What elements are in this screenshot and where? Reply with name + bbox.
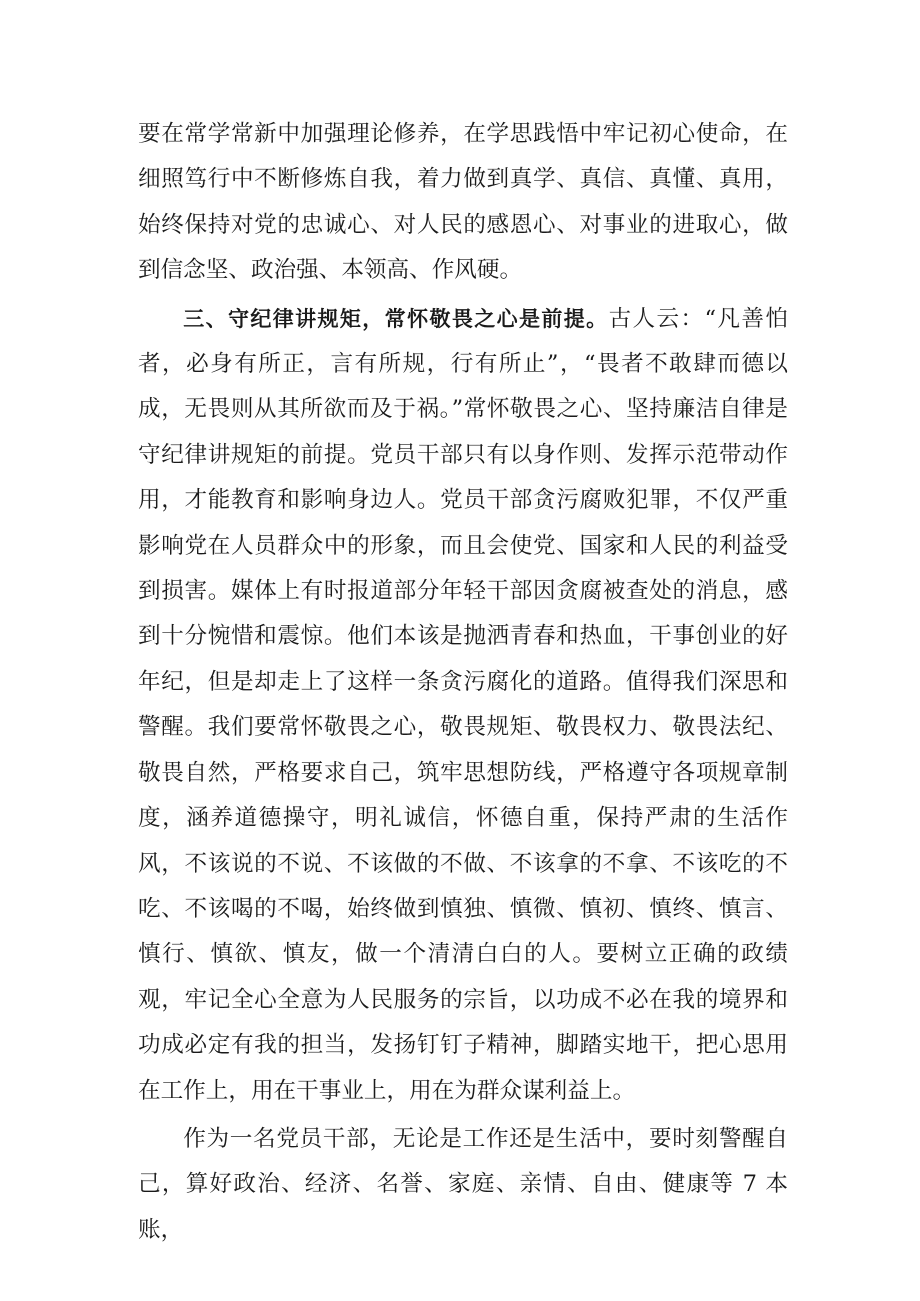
section-heading: 三、守纪律讲规矩，常怀敬畏之心是前提。: [183, 306, 609, 331]
paragraph-2-body: 古人云：“凡善怕者，必身有所正，言有所规，行有所止”，“畏者不敢肆而德以成，无畏则从其所欲而及于祸。”常怀敬畏之心、坚持廉洁自律是守纪律讲规矩的前提。党员干部只有以身作则、发挥示范带动作用，才能教育和影响身边人。党员干部贪污腐败犯罪，不仅严重影响党在人员群众中的形象，而且会使党、国家和人民的利益受到损害。媒体上有时报道部分年轻干部因贪腐被查处的消息，感到十分惋惜和震惊。他们本该是抛洒青春和热血，干事创业的好年纪，但是却走上了这样一条贪污腐化的道路。值得我们深思和警醒。我们要常怀敬畏之心，敬畏规矩、敬畏权力、敬畏法纪、敬畏自然，严格要求自己，筑牢思想防线，严格遵守各项规章制度，涵养道德操守，明礼诚信，怀德自重，保持严肃的生活作风，不该说的不说、不该做的不做、不该拿的不拿、不该吃的不吃、不该喝的不喝，始终做到慎独、慎微、慎初、慎终、慎言、慎行、慎欲、慎友，做一个清清白白的人。要树立正确的政绩观，牢记全心全意为人民服务的宗旨，以功成不必在我的境界和功成必定有我的担当，发扬钉钉子精神，脚踏实地干，把心思用在工作上，用在干事业上，用在为群众谋利益上。: [138, 305, 788, 1104]
paragraph-2: [138, 297, 788, 1114]
document-body: [138, 112, 788, 1256]
paragraph-3: 作为一名党员干部，无论是工作还是生活中，要时刻警醒自己，算好政治、经济、名誉、家庭、亲情、自由、健康等 7 本账，: [138, 1125, 788, 1243]
paragraph-1: 要在常学常新中加强理论修养，在学思践悟中牢记初心使命，在细照笃行中不断修炼自我，着力做到真学、真信、真懂、真用，始终保持对党的忠诚心、对人民的感恩心、对事业的进取心，做到信念坚、政治强、本领高、作风硬。: [138, 121, 788, 284]
